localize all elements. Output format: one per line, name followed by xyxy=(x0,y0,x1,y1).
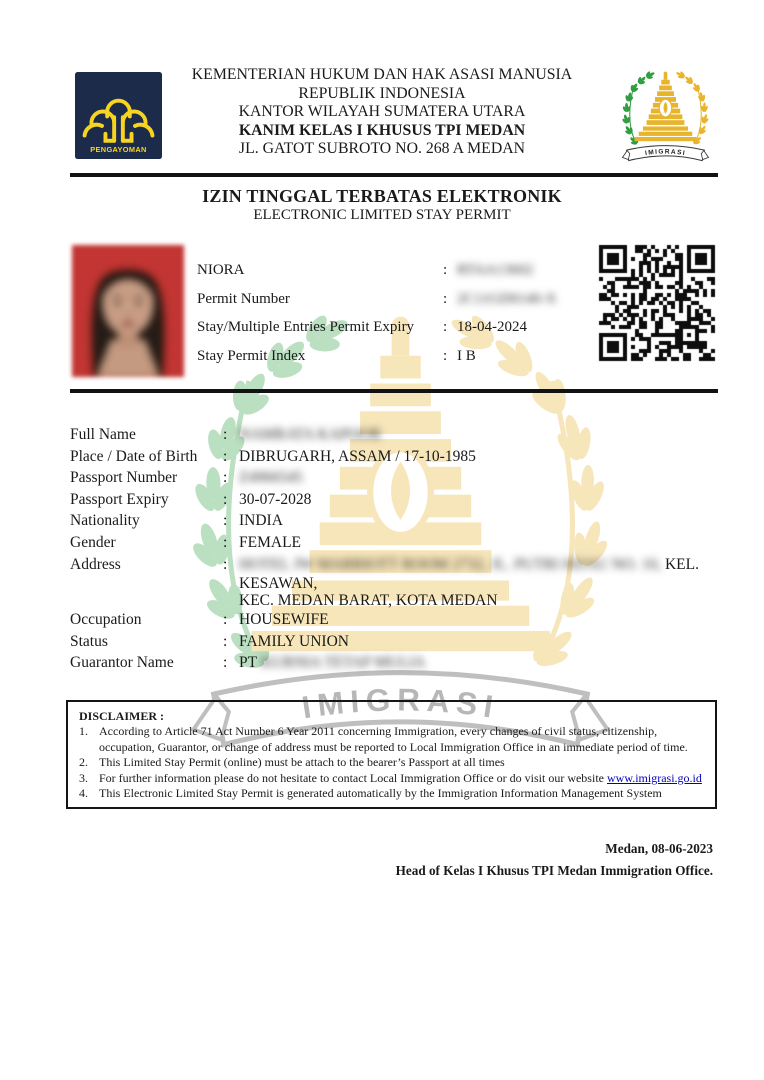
bearer-photo xyxy=(72,245,184,377)
field-row-stay-permit-index xyxy=(197,348,597,364)
value-text: PT xyxy=(239,654,261,672)
field-value xyxy=(239,554,710,610)
field-label: Passport Number xyxy=(70,469,178,487)
disclaimer-item xyxy=(79,771,708,786)
field-value-line xyxy=(239,489,710,511)
disclaimer-item-text: For further information please do not hesitate to contact Local Immigration Office or do visit our website www.imigrasi.go.id xyxy=(99,770,702,785)
field-value-line xyxy=(239,446,710,468)
field-label: Occupation xyxy=(70,611,142,629)
value-text: 30-07-2028 xyxy=(239,490,312,508)
republic-name: REPUBLIK INDONESIA xyxy=(298,84,466,102)
field-row-address xyxy=(70,554,710,610)
disclaimer-box xyxy=(66,700,717,809)
field-label: Stay Permit Index xyxy=(197,347,306,364)
office-address: JL. GATOT SUBROTO NO. 268 A MEDAN xyxy=(238,140,526,158)
field-value-line xyxy=(239,609,710,631)
signature-office-title: Head of Kelas I Khusus TPI Medan Immigration Office. xyxy=(395,862,713,878)
bearer-details-fields xyxy=(70,424,710,674)
redacted-text: Z4966545 xyxy=(239,469,303,487)
field-value xyxy=(239,631,710,653)
field-value xyxy=(239,446,710,468)
value-text: KESAWAN, xyxy=(239,575,318,593)
field-colon: : xyxy=(223,447,228,465)
field-label: Gender xyxy=(70,533,116,551)
disclaimer-item xyxy=(79,786,708,801)
qr-code xyxy=(598,244,717,364)
document-title: IZIN TINGGAL TERBATAS ELEKTRONIK xyxy=(202,186,562,206)
value-text: KEC. MEDAN BARAT, KOTA MEDAN xyxy=(239,592,498,610)
redacted-field-value: 2C11GD0140-X xyxy=(457,290,557,307)
field-colon: : xyxy=(223,533,228,551)
disclaimer-item-number: 4. xyxy=(79,786,88,801)
field-value-line xyxy=(239,631,710,653)
field-value xyxy=(239,609,710,631)
field-label: Passport Expiry xyxy=(70,490,169,508)
field-value xyxy=(239,467,710,489)
value-text: DIBRUGARH, ASSAM / 17-10-1985 xyxy=(239,447,476,465)
field-label: Guarantor Name xyxy=(70,654,174,672)
value-text: FEMALE xyxy=(239,533,301,551)
imigrasi-website-link[interactable]: www.imigrasi.go.id xyxy=(606,770,702,785)
svg-text:IMIGRASI: IMIGRASI xyxy=(644,148,687,158)
disclaimer-item-text: According to Article 71 Act Number 6 Year 2011 concerning Immigration, every changes of civil status, citizenship, occupation, Guarantor, or change of address must be reported to Local Immigration Office in an immediate period of time. xyxy=(99,724,688,754)
disclaimer-list xyxy=(79,724,708,801)
field-value xyxy=(239,532,710,554)
field-value xyxy=(239,489,710,511)
field-row-passport-number xyxy=(70,467,710,489)
field-value-line xyxy=(239,467,710,489)
field-row-status xyxy=(70,631,710,653)
field-value: I B xyxy=(457,347,476,364)
document-subtitle: ELECTRONIC LIMITED STAY PERMIT xyxy=(253,207,511,223)
imigrasi-logo xyxy=(613,64,718,169)
field-value: 18-04-2024 xyxy=(457,319,527,336)
value-text: FAMILY UNION xyxy=(239,632,349,650)
field-row-place-date-of-birth xyxy=(70,446,710,468)
value-text: KEL. xyxy=(661,555,699,573)
field-label: Nationality xyxy=(70,512,140,530)
field-row-stay-multiple-entries-permit-expiry xyxy=(197,319,597,335)
ministry-name: KEMENTERIAN HUKUM DAN HAK ASASI MANUSIA xyxy=(191,66,573,83)
field-colon: : xyxy=(223,469,228,487)
disclaimer-item-text: This Electronic Limited Stay Permit is generated automatically by the Immigration Information Management System xyxy=(99,786,662,801)
field-label: Status xyxy=(70,632,108,650)
field-colon: : xyxy=(443,347,448,364)
field-value-line xyxy=(239,652,710,674)
field-value-line xyxy=(239,510,710,532)
value-text: HOUSEWIFE xyxy=(239,611,329,629)
field-row-full-name xyxy=(70,424,710,446)
field-value-line xyxy=(239,554,710,576)
field-colon: : xyxy=(443,262,448,278)
redacted-text: HOTEL JW MARRIOTT ROOM 2732, JL. PUTRI HIJAU NO. 10, xyxy=(239,555,662,573)
value-text: INDIA xyxy=(239,512,283,530)
field-row-nationality xyxy=(70,510,710,532)
disclaimer-item xyxy=(79,755,708,770)
field-row-niora xyxy=(197,262,597,278)
field-colon: : xyxy=(223,426,228,443)
disclaimer-item xyxy=(79,724,708,755)
signature-block xyxy=(396,838,713,881)
field-value xyxy=(239,424,710,446)
field-value-line xyxy=(239,532,710,554)
field-colon: : xyxy=(223,654,228,672)
field-label: NIORA xyxy=(197,262,245,278)
field-colon: : xyxy=(223,611,228,629)
field-label: Place / Date of Birth xyxy=(70,447,198,465)
svg-text:IMIGRASI: IMIGRASI xyxy=(299,681,502,726)
field-value xyxy=(239,510,710,532)
divider-line-top xyxy=(70,173,718,177)
disclaimer-heading: DISCLAIMER : xyxy=(79,709,165,723)
redacted-text: NAMRATA KAPOOR xyxy=(239,426,382,443)
field-row-passport-expiry xyxy=(70,489,710,511)
field-label: Full Name xyxy=(70,426,136,443)
field-label: Permit Number xyxy=(197,290,290,307)
field-row-permit-number xyxy=(197,291,597,307)
field-value xyxy=(239,652,710,674)
field-value-line xyxy=(239,424,710,446)
disclaimer-item-number: 1. xyxy=(79,724,88,739)
divider-line-middle xyxy=(70,389,718,393)
field-label: Stay/Multiple Entries Permit Expiry xyxy=(197,319,415,336)
field-colon: : xyxy=(443,319,448,336)
signature-place-date: Medan, 08-06-2023 xyxy=(605,841,713,856)
field-colon: : xyxy=(223,490,228,508)
field-label: Address xyxy=(70,555,121,573)
field-colon: : xyxy=(223,632,228,650)
field-value-line xyxy=(239,575,710,592)
field-colon: : xyxy=(443,290,448,307)
disclaimer-item-text: This Limited Stay Permit (online) must be attach to the bearer’s Passport at all times xyxy=(99,755,505,770)
regional-office: KANTOR WILAYAH SUMATERA UTARA xyxy=(238,103,526,121)
immigration-office: KANIM KELAS I KHUSUS TPI MEDAN xyxy=(238,121,526,139)
disclaimer-item-number: 3. xyxy=(79,770,88,785)
field-colon: : xyxy=(223,555,228,573)
pengayoman-label: PENGAYOMAN xyxy=(90,145,147,155)
letterhead xyxy=(132,66,632,159)
field-row-guarantor-name xyxy=(70,652,710,674)
redacted-field-value: RTAA13602 xyxy=(457,262,534,278)
redacted-text: KURNIA TETAP MULIA xyxy=(260,654,426,672)
field-row-occupation xyxy=(70,609,710,631)
field-colon: : xyxy=(223,512,228,530)
permit-summary-fields xyxy=(197,257,597,376)
field-value-line xyxy=(239,592,710,609)
field-row-gender xyxy=(70,532,710,554)
disclaimer-item-number: 2. xyxy=(79,755,88,770)
